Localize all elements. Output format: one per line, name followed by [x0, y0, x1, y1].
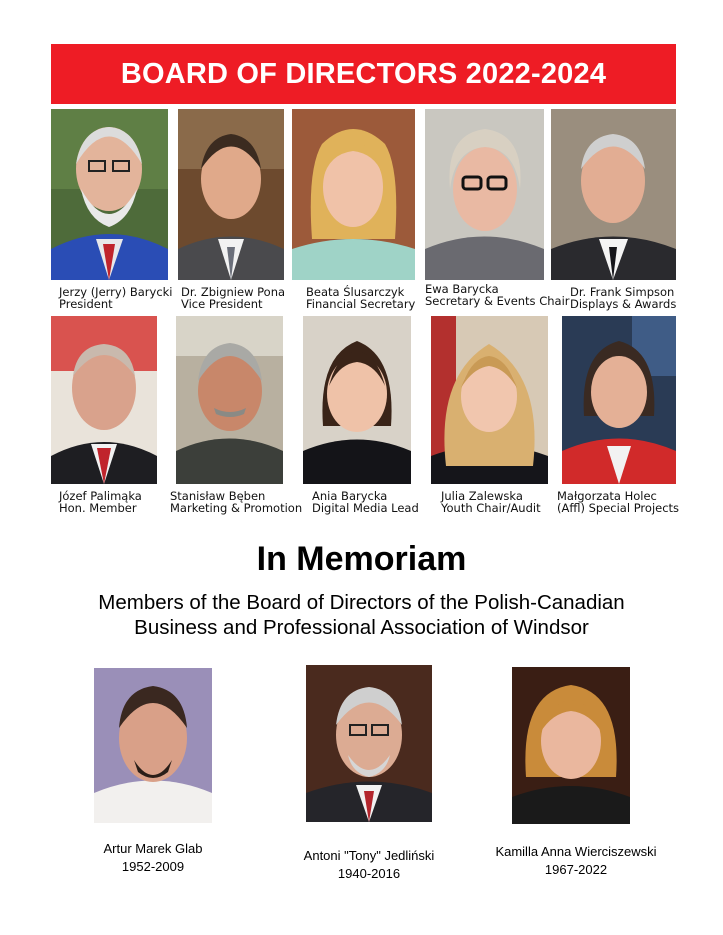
member-name: Małgorzata Holec [557, 489, 657, 503]
memorial-name: Artur Marek Glab [103, 841, 203, 856]
member-role: Vice President [181, 297, 263, 311]
member-name: Ania Barycka [312, 489, 388, 503]
member-role: Hon. Member [59, 501, 137, 515]
member-role: (Affl) Special Projects [557, 501, 680, 515]
board-member-caption [557, 490, 679, 514]
member-role: Marketing & Promotion [170, 501, 303, 515]
portrait-photo [51, 316, 157, 484]
member-name: Jerzy (Jerry) Barycki [59, 285, 173, 299]
memorial-name: Kamilla Anna Wierciszewski [495, 844, 657, 859]
member-name: Dr. Zbigniew Pona [181, 285, 286, 299]
member-role: Youth Chair/Audit [441, 501, 541, 515]
board-member-caption [59, 286, 173, 310]
board-member-caption [570, 286, 676, 310]
portrait-photo [425, 109, 544, 280]
memoriam-subtitle [0, 590, 723, 640]
memoriam-title: In Memoriam [256, 540, 467, 578]
board-member-caption [441, 490, 541, 514]
board-member-caption [312, 490, 419, 514]
portrait-photo [551, 109, 676, 280]
memoriam-subtitle-line: Business and Professional Association of Windsor [134, 616, 589, 639]
member-role: President [59, 297, 113, 311]
memorial-caption [476, 843, 676, 879]
portrait-photo [51, 109, 168, 280]
portrait-photo [176, 316, 283, 484]
member-name: Dr. Frank Simpson [570, 285, 675, 299]
member-name: Beata Ślusarczyk [306, 285, 405, 299]
banner-title: BOARD OF DIRECTORS 2022-2024 [120, 57, 607, 90]
portrait-photo [431, 316, 548, 484]
memorial-years: 1952-2009 [121, 859, 185, 874]
board-member-caption [306, 286, 415, 310]
title-banner [51, 44, 676, 104]
portrait-photo [178, 109, 284, 280]
memorial-years: 1967-2022 [544, 862, 608, 877]
memorial-years: 1940-2016 [337, 866, 401, 881]
board-member-caption [181, 286, 285, 310]
member-name: Julia Zalewska [441, 489, 523, 503]
memorial-caption [63, 840, 243, 876]
portrait-photo [292, 109, 415, 280]
board-member-caption [59, 490, 142, 514]
memorial-caption [269, 847, 469, 883]
member-role: Financial Secretary [306, 297, 416, 311]
portrait-photo [303, 316, 411, 484]
member-role: Digital Media Lead [312, 501, 419, 515]
member-name: Ewa Barycka [425, 282, 499, 296]
member-role: Displays & Awards [570, 297, 677, 311]
member-role: Secretary & Events Chair [425, 294, 570, 308]
member-name: Józef Palimąka [59, 489, 142, 503]
memorial-portrait [94, 668, 212, 823]
memoriam-subtitle-line: Members of the Board of Directors of the Polish-Canadian [98, 591, 625, 614]
memorial-name: Antoni "Tony" Jedliński [303, 848, 435, 863]
memorial-portrait [512, 667, 630, 824]
board-member-caption [170, 490, 302, 514]
board-member-caption [425, 283, 570, 307]
memorial-portrait [306, 665, 432, 822]
portrait-photo [562, 316, 676, 484]
member-name: Stanisław Bęben [170, 489, 266, 503]
